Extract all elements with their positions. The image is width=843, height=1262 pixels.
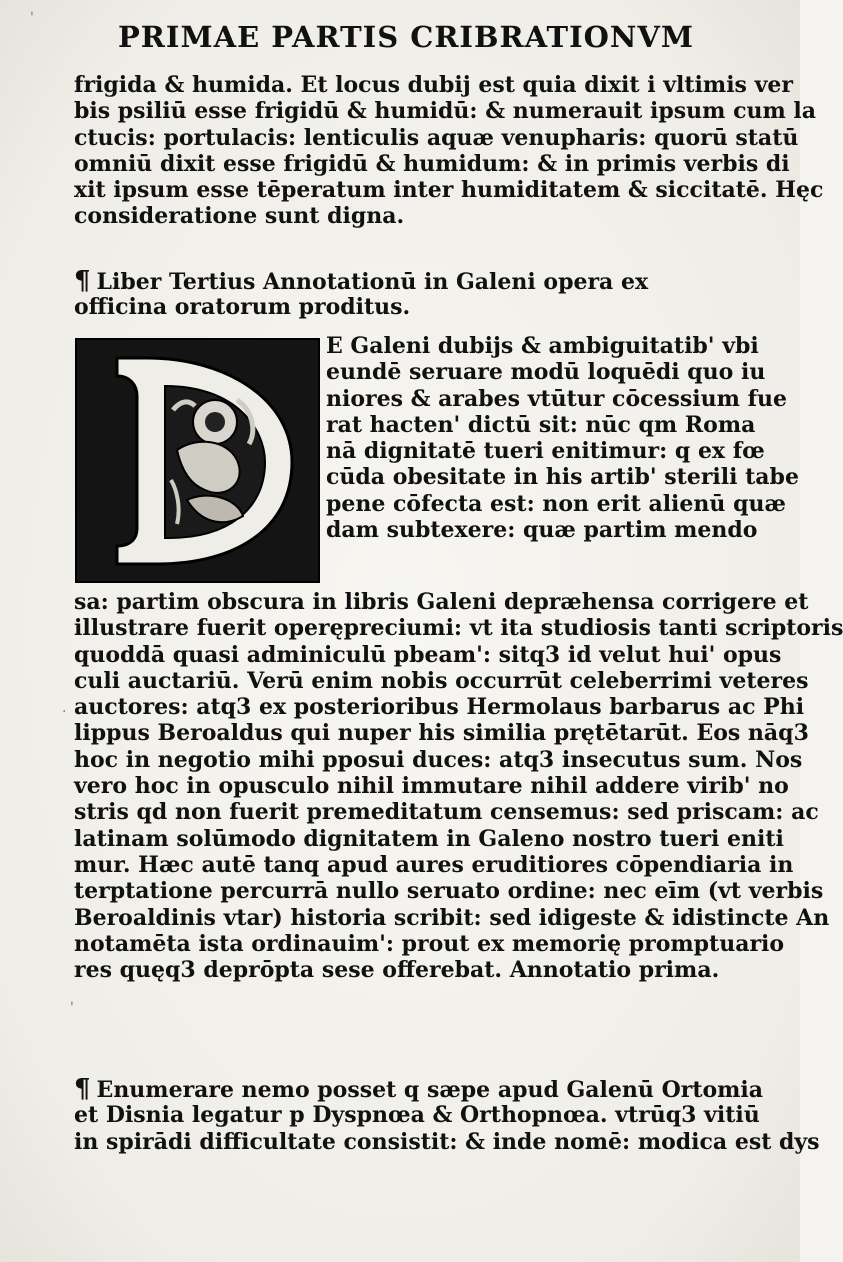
text-line (74, 1074, 764, 1104)
text-line: nā dignitatē tueri enitimur: q ex fœ (326, 438, 765, 465)
text-line: niores & arabes vtūtur cōcessium fue (326, 385, 788, 412)
book-rubric (74, 268, 744, 321)
text-line: hoc in negotio mihi pposui duces: atq3 insecutus sum. Nos (74, 746, 803, 773)
paragraph-annotation (74, 1074, 820, 1155)
rubric-line: Liber Tertius Annotationū in Galeni opera ex (96, 269, 649, 295)
text-line: mur. Hæc autē tanq apud aures eruditiores cōpendiaria in (74, 851, 794, 878)
text-line: res quęq3 deprōpta sese offerebat. Annotatio prima. (74, 957, 720, 984)
text-line: dam subtexere: quæ partim mendo (326, 517, 758, 544)
text-line: sa: partim obscura in libris Galeni depræhensa corrigere et (74, 589, 809, 615)
annotation-first-line: Enumerare nemo posset q sæpe apud Galenū Ortomia (96, 1077, 764, 1103)
text-line: frigida & humida. Et locus dubij est quia dixit i vltimis ver (74, 72, 793, 98)
decorated-initial (75, 338, 320, 583)
page-header: PRIMAE PARTIS CRIBRATIONVM (118, 20, 695, 54)
text-line: quoddā quasi adminiculū pbeam': sitq3 id velut hui' opus (74, 641, 782, 668)
text-line: et Disnia legatur p Dyspnœa & Orthopnœa. vtrūq3 vitiū (74, 1102, 760, 1129)
floral-initial-icon (77, 340, 318, 581)
text-line: terptatione percurrā nullo seruato ordine: nec eīm (vt verbis (74, 878, 824, 905)
text-line: officina oratorum proditus. (74, 294, 411, 321)
pilcrow-icon: ¶ (74, 1074, 91, 1104)
ink-speck: . (62, 700, 67, 716)
text-line: consideratione sunt digna. (74, 203, 405, 230)
ink-speck: ' (70, 1000, 74, 1016)
text-line: lippus Beroaldus qui nuper his similia prętētarūt. Eos nāq3 (74, 720, 809, 747)
text-line: xit ipsum esse tēperatum inter humiditatem & siccitatē. Hęc (74, 177, 824, 204)
pilcrow-icon: ¶ (74, 266, 91, 296)
paragraph-continued (74, 72, 824, 230)
text-line: in spirādi difficultate consistit: & inde nomē: modica est dys (74, 1128, 820, 1155)
text-line: ctucis: portulacis: lenticulis aquæ venupharis: quorū statū (74, 124, 799, 151)
text-line: cūda obesitate in his artib' sterili tabe (326, 464, 799, 491)
text-line: E Galeni dubijs & ambiguitatib' vbi (326, 333, 759, 359)
text-line: vero hoc in opusculo nihil immutare nihil addere virib' no (74, 773, 789, 800)
text-line: latinam solūmodo dignitatem in Galeno nostro tueri eniti (74, 825, 784, 852)
text-line: culi auctariū. Verū enim nobis occurrūt celeberrimi veteres (74, 667, 809, 694)
text-line: omniū dixit esse frigidū & humidum: & in primis verbis di (74, 150, 790, 177)
text-line: Beroaldinis vtar) historia scribit: sed idigeste & idistincte An (74, 904, 830, 931)
text-line: stris qd non fuerit premeditatum censemus: sed priscam: ac (74, 799, 819, 826)
text-line: pene cōfecta est: non erit alienū quæ (326, 490, 786, 517)
paragraph-beside-initial (326, 333, 799, 544)
text-line (74, 268, 744, 294)
text-line: auctores: atq3 ex posterioribus Hermolaus barbarus ac Phi (74, 694, 805, 721)
ink-speck: ' (30, 10, 34, 26)
text-line: notamēta ista ordinauim': prout ex memorię promptuario (74, 930, 785, 957)
text-line: rat hacten' dictū sit: nūc qm Roma (326, 411, 756, 438)
text-line: illustrare fuerit operępreciumi: vt ita studiosis tanti scriptoris (74, 615, 843, 642)
paragraph-main (74, 589, 843, 984)
text-line: bis psiliū esse frigidū & humidū: & numerauit ipsum cum la (74, 98, 817, 125)
text-line: eundē seruare modū loquēdi quo iu (326, 359, 766, 386)
